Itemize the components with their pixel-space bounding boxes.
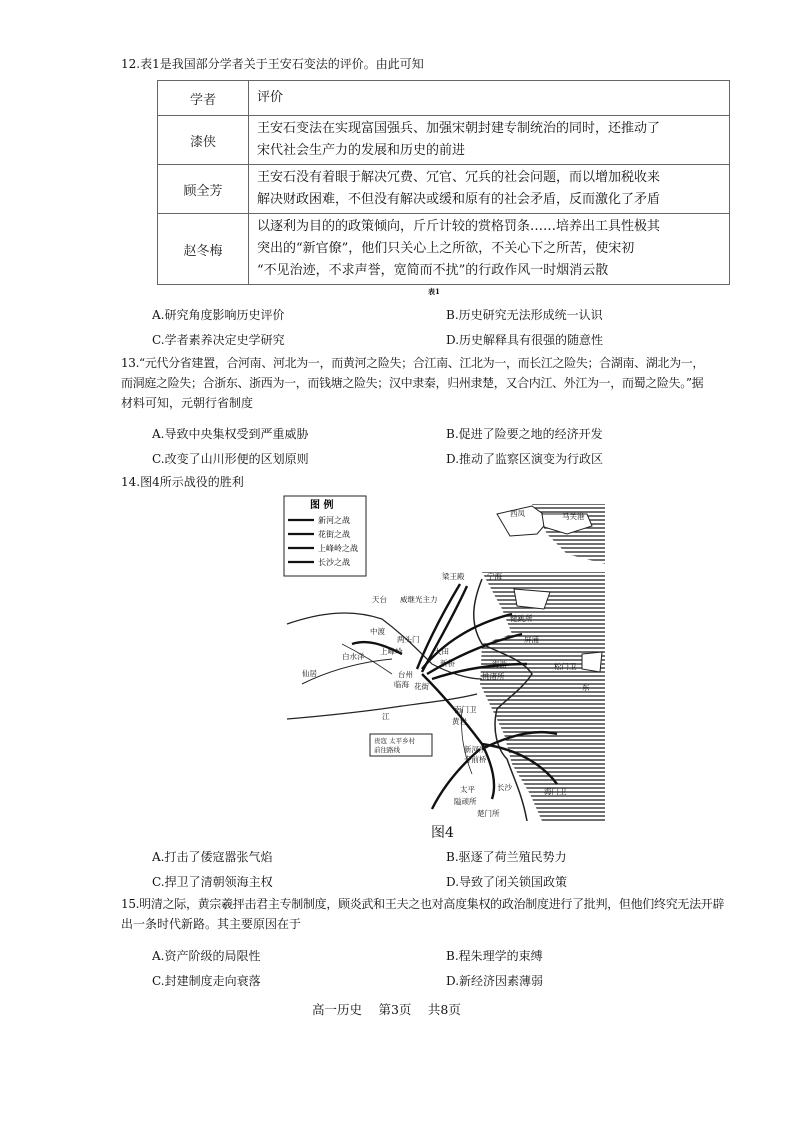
evaluation-line: 宋代社会生产力的发展和历史的前进: [257, 143, 466, 158]
q12-option-c[interactable]: C.学者素养决定史学研究: [152, 333, 285, 347]
map-label: 南门卫: [454, 705, 477, 714]
page-footer: 高一历史 第3页 共8页: [312, 1002, 461, 1017]
table-row: [158, 214, 730, 285]
q14-option-b[interactable]: B.驱逐了荷兰殖民势力: [446, 850, 567, 864]
evaluation-text: [249, 214, 730, 285]
q15-option-c[interactable]: C.封建制度走向衰落: [152, 974, 261, 988]
evaluation-line: 以逐利为目的的政策倾向，斤斤计较的赏格罚条……培养出工具性极其: [257, 219, 661, 234]
evaluation-line: 王安石没有着眼于解决冗费、冗官、冗兵的社会问题，而以增加税收来: [257, 170, 661, 185]
q13-option-a[interactable]: A.导致中央集权受到严重威胁: [152, 427, 309, 441]
map-label: 寺前桥: [464, 755, 487, 764]
map-label: 桃渚所: [482, 672, 505, 681]
map-label: 上峰岭: [380, 647, 403, 656]
map-label: 天台: [372, 595, 387, 604]
q12-option-a[interactable]: A.研究角度影响历史评价: [152, 308, 285, 322]
map-label: 宁海: [487, 572, 502, 581]
map-label: 健跳所: [510, 614, 533, 623]
q14-option-d[interactable]: D.导致了闭关锁国政策: [446, 875, 568, 889]
q13-line: 材料可知，元朝行省制度: [121, 396, 254, 410]
map-label: 松门卫: [554, 662, 577, 671]
q13-line: 而洞庭之险失；合浙东、浙西为一，而钱塘之险失；汉中隶秦，归州隶楚，又合内江、外江为一，而蜀之险失。”据: [121, 376, 704, 390]
q14-option-c[interactable]: C.捍卫了清朝领海主权: [152, 875, 273, 889]
q15-line: 出一条时代新路。其主要原因在于: [121, 917, 302, 931]
battle-map: [282, 494, 605, 821]
map-label: 楚门所: [477, 809, 500, 818]
map-label: 海门卫: [544, 787, 567, 796]
map-label: 新河所: [464, 745, 487, 754]
q13-option-c[interactable]: C.改变了山川形便的区划原则: [152, 452, 309, 466]
map-legend-item: 上峰岭之战: [318, 544, 358, 553]
q15-option-d[interactable]: D.新经济因素薄弱: [446, 974, 544, 988]
map-label: 黄岩: [452, 717, 467, 726]
q15-line: 15.明清之际，黄宗羲抨击君主专制制度，顾炎武和王夫之也对高度集权的政治制度进行了批判，但他们终究无法开辟: [121, 897, 725, 911]
map-legend-item: 花街之战: [318, 530, 350, 539]
map-label: 临海: [394, 680, 409, 689]
map-callout: 贵寇 太平乡村前往路线: [374, 737, 416, 754]
map-label: 东: [582, 683, 590, 692]
map-label: 江: [382, 712, 390, 721]
map-label: 西凤: [510, 509, 525, 518]
q12-option-d[interactable]: D.历史解释具有很强的随意性: [446, 333, 604, 347]
q13-line: 13.“元代分省建置，合河南、河北为一，而黄河之险失；合江南、江北为一，而长江之险失；合湖南、湖北为一，: [121, 356, 705, 370]
q15-option-a[interactable]: A.资产阶级的局限性: [152, 949, 261, 963]
table-header-evaluation: 评价: [249, 81, 730, 116]
q13-option-d[interactable]: D.推动了监察区演变为行政区: [446, 452, 604, 466]
table-row: [158, 165, 730, 214]
map-legend-item: 新河之战: [318, 516, 350, 525]
map-label: 仙居: [302, 669, 317, 678]
map-label: 马关港: [562, 512, 585, 521]
q12-stem: 12.表1是我国部分学者关于王安石变法的评价。由此可知: [121, 57, 424, 71]
scholar-name: 漆侠: [158, 116, 249, 165]
evaluation-line: “不见治迹，不求声誉，宽简而不扰”的行政作风一时烟消云散: [257, 263, 609, 278]
map-legend-title: 图 例: [310, 500, 334, 511]
map-label: 两头门: [397, 635, 420, 644]
scholar-name: 顾全芳: [158, 165, 249, 214]
table-row: [158, 116, 730, 165]
map-label: 台州: [398, 670, 413, 679]
table-1: [157, 80, 730, 285]
table-caption: 表1: [428, 287, 440, 296]
evaluation-line: 解决财政困难，不但没有解决或缓和原有的社会矛盾，反而激化了矛盾: [257, 192, 661, 207]
map-label: 梁王殿: [442, 572, 465, 581]
map-label: 长沙: [497, 783, 512, 792]
map-label: 白水洋: [342, 652, 365, 661]
map-label: 太平: [460, 785, 475, 794]
evaluation-text: [249, 116, 730, 165]
evaluation-line: 突出的“新官僚”，他们只关心上之所欲，不关心下之所苦，使宋初: [257, 241, 635, 256]
q15-stem: [121, 894, 761, 934]
map-label: 新桥: [440, 659, 455, 668]
q14-option-a[interactable]: A.打击了倭寇嚣张气焰: [152, 850, 273, 864]
q15-option-b[interactable]: B.程朱理学的束缚: [446, 949, 543, 963]
map-label: 大田: [434, 647, 449, 656]
map-label: 海游: [492, 660, 507, 669]
map-label: 花街: [414, 682, 429, 691]
map-label: 屏浦: [524, 635, 539, 644]
map-caption: 图4: [431, 825, 454, 841]
map-label: 隘顽所: [454, 797, 477, 806]
table-header-scholar: 学者: [158, 81, 249, 116]
q12-option-b[interactable]: B.历史研究无法形成统一认识: [446, 308, 603, 322]
island: [514, 589, 550, 609]
island: [582, 652, 602, 672]
scholar-name: 赵冬梅: [158, 214, 249, 285]
map-legend-item: 长沙之战: [318, 558, 350, 567]
q14-stem: 14.图4所示战役的胜利: [121, 475, 244, 489]
table-header-row: [158, 81, 730, 116]
map-label: 中渡: [370, 627, 385, 636]
evaluation-line: 王安石变法在实现富国强兵、加强宋朝封建专制统治的同时，还推动了: [257, 121, 661, 136]
map-label: 威继光主力: [400, 595, 438, 604]
q13-stem: [121, 353, 761, 413]
q13-option-b[interactable]: B.促进了险要之地的经济开发: [446, 427, 603, 441]
evaluation-text: [249, 165, 730, 214]
